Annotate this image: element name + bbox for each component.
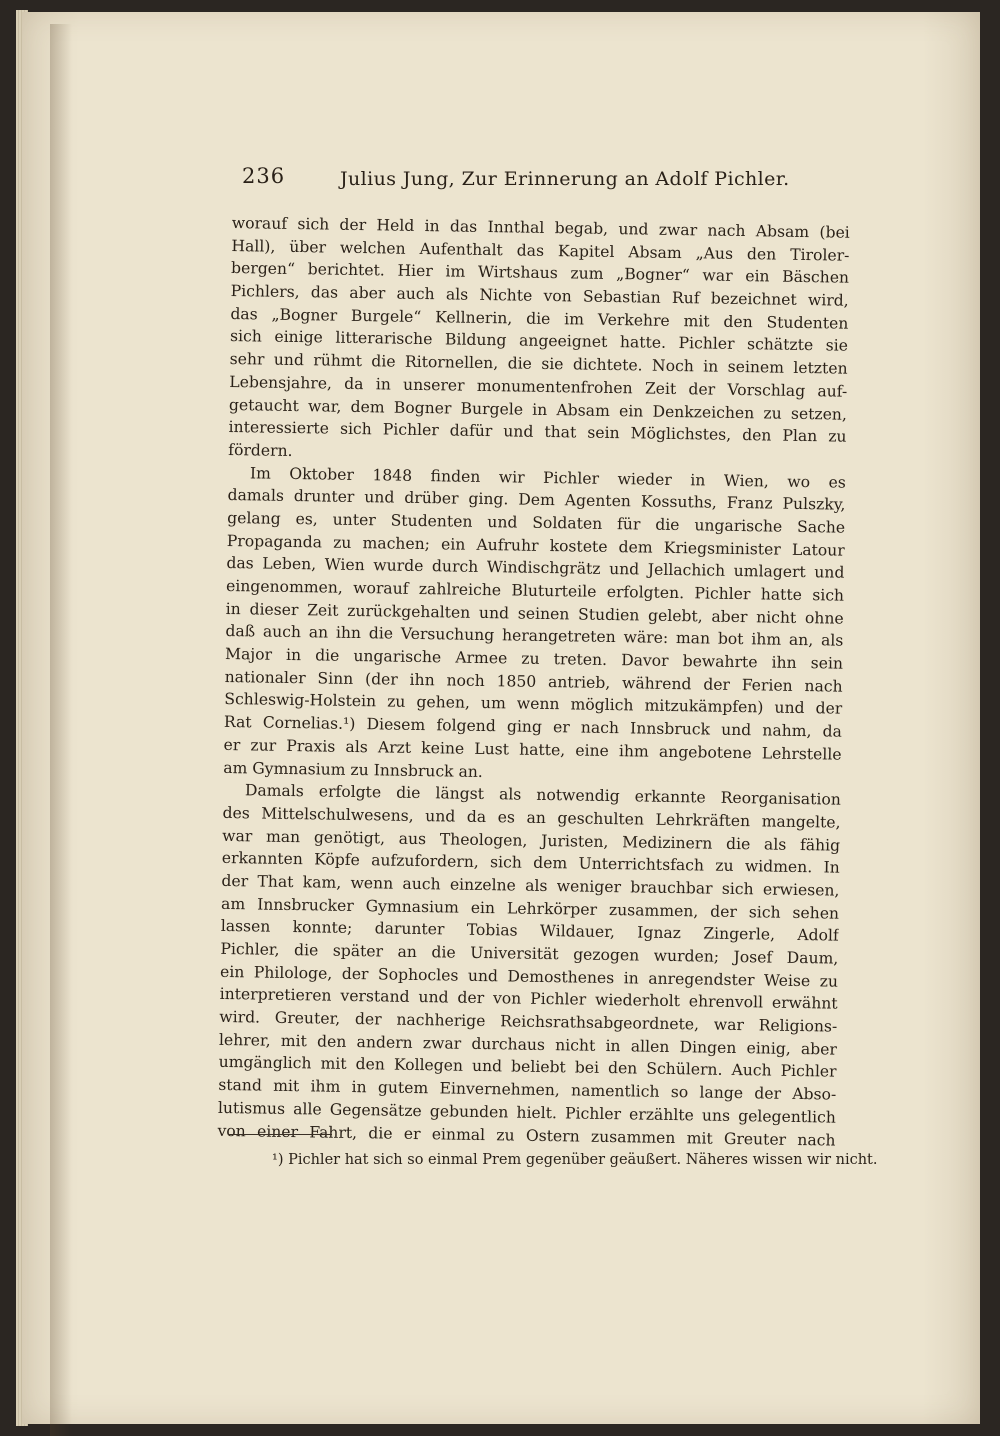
- text-line: damals drunter und drüber ging. Dem Agenten Kossuths, Franz Pulszky,: [227, 486, 846, 514]
- text-line: lassen konnte; darunter Tobias Wildauer, Ignaz Zingerle, Adolf: [220, 917, 839, 945]
- spine-shadow: [50, 24, 72, 1436]
- page-header: [0, 160, 1000, 200]
- text-line: eingenommen, worauf zahlreiche Bluturteile erfolgten. Pichler hatte sich: [225, 576, 845, 605]
- text-line: er zur Praxis als Arzt keine Lust hatte, eine ihm angebotene Lehrstelle: [223, 735, 842, 764]
- text-line: sich einige litterarische Bildung angeeignet hatte. Pichler schätzte sie: [229, 327, 849, 356]
- text-line: Propaganda zu machen; ein Aufruhr kostete dem Kriegsminister Latour: [226, 531, 845, 560]
- text-line: Rat Cornelias.¹) Diesem folgend ging er nach Innsbruck und nahm, da: [223, 713, 843, 741]
- text-line: daß auch an ihn die Versuchung herangetreten wäre: man bot ihm an, als: [225, 622, 844, 651]
- text-line: nationaler Sinn (der ihn noch 1850 antrieb, während der Ferien nach: [224, 667, 843, 696]
- text-line: wird. Greuter, der nachherige Reichsrathsabgeordnete, war Religions-: [219, 1007, 838, 1036]
- text-line: am Gymnasium zu Innsbruck an.: [223, 758, 483, 781]
- text-line: Pichler, die später an die Universität gezogen wurden; Josef Daum,: [220, 939, 839, 968]
- text-line: das „Bogner Burgele“ Kellnerin, die im Verkehre mit den Studenten: [230, 304, 849, 333]
- text-line: fördern.: [228, 440, 293, 460]
- text-line: umgänglich mit den Kollegen und beliebt bei den Schülern. Auch Pichler: [218, 1053, 837, 1082]
- paragraph-2: [223, 462, 846, 789]
- text-line: am Innsbrucker Gymnasium ein Lehrkörper zusammen, der sich sehen: [220, 894, 840, 923]
- text-line: des Mittelschulwesens, und da es an geschulten Lehrkräften mangelte,: [222, 803, 841, 832]
- paragraph-1: [228, 212, 850, 471]
- text-line: bergen“ berichtet. Hier im Wirtshaus zum „Bogner“ war ein Bäschen: [230, 259, 850, 288]
- text-line: Hall), über welchen Aufenthalt das Kapitel Absam „Aus den Tiroler-: [231, 236, 850, 265]
- body-text: [217, 212, 850, 1152]
- running-title: Julius Jung, Zur Erinnerung an Adolf Pichler.: [340, 168, 790, 190]
- text-line: Schleswig-Holstein zu gehen, um wenn möglich mitzukämpfen) und der: [224, 690, 843, 719]
- text-line: lutismus alle Gegensätze gebunden hielt. Pichler erzählte uns gelegentlich: [217, 1098, 836, 1127]
- text-line: lehrer, mit den andern zwar durchaus nicht in allen Dingen einig, aber: [218, 1030, 838, 1059]
- footnote-divider: [228, 1134, 332, 1135]
- text-line: Major in die ungarische Armee zu treten. Davor bewahrte ihn sein: [224, 645, 844, 673]
- text-line: interpretieren verstand und der von Pichler wiederholt ehrenvoll erwähnt: [219, 985, 838, 1013]
- footnote: ¹) Pichler hat sich so einmal Prem gegenüber geäußert. Näheres wissen wir nicht.: [272, 1152, 878, 1168]
- text-line: erkannten Köpfe aufzufordern, sich dem Unterrichtsfach zu widmen. In: [221, 849, 840, 877]
- page-number: 236: [242, 164, 286, 188]
- paragraph-3: [217, 779, 841, 1152]
- text-line: ein Philologe, der Sophocles und Demosthenes in anregendster Weise zu: [219, 962, 839, 991]
- text-line: das Leben, Wien wurde durch Windischgrätz und Jellachich umlagert und: [226, 554, 845, 582]
- text-line: getaucht war, dem Bogner Burgele in Absam ein Denkzeichen zu setzen,: [228, 395, 848, 424]
- text-line: gelang es, unter Studenten und Soldaten für die ungarische Sache: [227, 508, 846, 537]
- text-line: der That kam, wenn auch einzelne als weniger brauchbar sich erwiesen,: [221, 871, 840, 900]
- text-line: interessierte sich Pichler dafür und that sein Möglichstes, den Plan zu: [228, 418, 847, 446]
- text-line: sehr und rühmt die Ritornellen, die sie dichtete. Noch in seinem letzten: [229, 350, 848, 378]
- text-line: in dieser Zeit zurückgehalten und seinen Studien gelebt, aber nicht ohne: [225, 599, 844, 628]
- text-line: von einer Fahrt, die er einmal zu Ostern zusammen mit Greuter nach: [217, 1121, 836, 1150]
- text-line: worauf sich der Held in das Innthal begab, und zwar nach Absam (bei: [231, 213, 850, 242]
- text-line: stand mit ihm in gutem Einvernehmen, namentlich so lange der Abso-: [218, 1076, 837, 1104]
- text-line: Lebensjahre, da in unserer monumentenfrohen Zeit der Vorschlag auf-: [229, 372, 848, 401]
- text-line: Pichlers, das aber auch als Nichte von Sebastian Ruf bezeichnet wird,: [230, 282, 849, 310]
- text-line: war man genötigt, aus Theologen, Juristen, Medizinern die als fähig: [222, 826, 841, 855]
- text-line: Im Oktober 1848 finden wir Pichler wieder in Wien, wo es: [249, 463, 846, 492]
- text-line: Damals erfolgte die längst als notwendig erkannte Reorganisation: [244, 781, 841, 809]
